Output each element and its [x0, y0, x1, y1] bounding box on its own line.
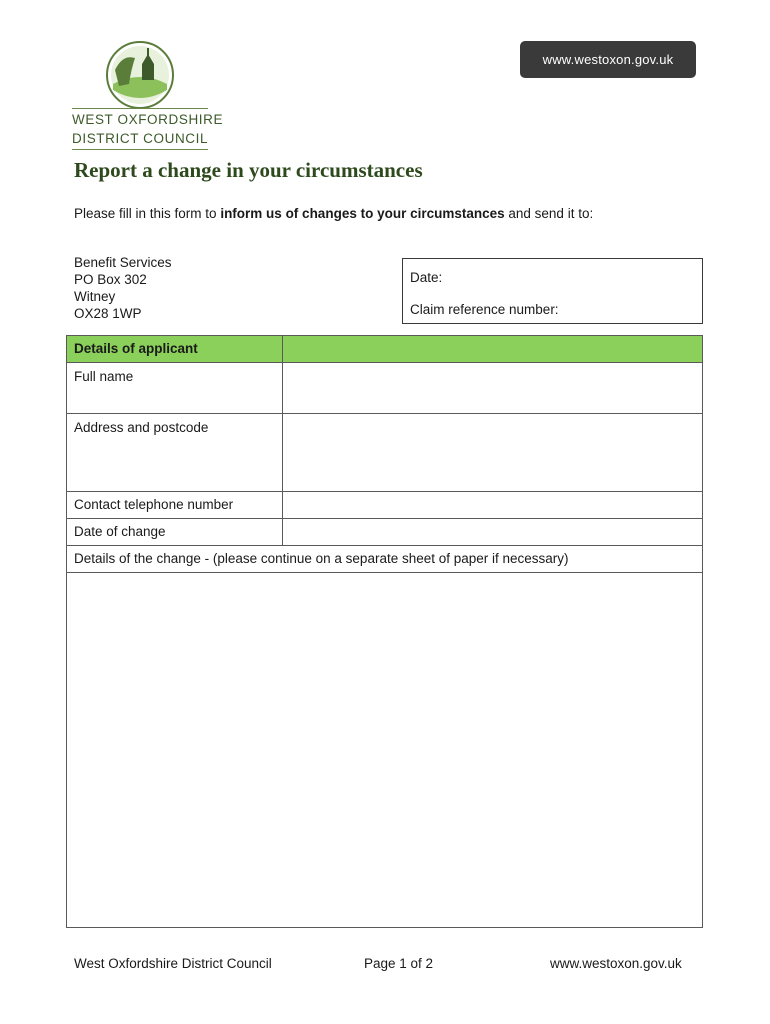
telephone-label: Contact telephone number: [67, 492, 283, 519]
office-use-box: [402, 258, 703, 324]
date-of-change-label: Date of change: [67, 519, 283, 546]
page-title: Report a change in your circumstances: [74, 158, 423, 182]
details-of-change-field[interactable]: [67, 573, 703, 928]
logo-text-line2: DISTRICT COUNCIL: [72, 131, 209, 146]
table-row: [67, 414, 703, 492]
intro-before: Please fill in this form to: [74, 206, 221, 221]
applicant-details-table: [66, 335, 703, 928]
footer-website[interactable]: www.westoxon.gov.uk: [550, 956, 682, 971]
intro-after: and send it to:: [504, 206, 594, 221]
logo-text-line1: WEST OXFORDSHIRE: [72, 112, 224, 127]
postal-address: [74, 254, 172, 322]
table-row: [67, 546, 703, 573]
full-name-label: Full name: [67, 363, 283, 414]
section-header: Details of applicant: [67, 336, 283, 363]
address-line: PO Box 302: [74, 272, 147, 287]
table-row: [67, 492, 703, 519]
address-line: Benefit Services: [74, 255, 172, 270]
address-line: OX28 1WP: [74, 306, 142, 321]
intro-text: [74, 206, 593, 221]
website-url-badge[interactable]: www.westoxon.gov.uk: [520, 41, 696, 78]
address-postcode-label: Address and postcode: [67, 414, 283, 492]
footer-council-name: West Oxfordshire District Council: [74, 956, 272, 971]
table-header-row: [67, 336, 703, 363]
table-row: [67, 519, 703, 546]
date-label: Date:: [410, 270, 443, 285]
section-header-blank: [283, 336, 703, 363]
address-postcode-field[interactable]: [283, 414, 703, 492]
address-line: Witney: [74, 289, 116, 304]
claim-reference-label: Claim reference number:: [410, 302, 559, 317]
council-emblem-icon: [105, 40, 175, 110]
table-row: [67, 363, 703, 414]
table-row: [67, 573, 703, 928]
details-of-change-label: Details of the change - (please continue on a separate sheet of paper if necessary): [67, 546, 703, 573]
full-name-field[interactable]: [283, 363, 703, 414]
council-logo: [72, 40, 224, 152]
date-of-change-field[interactable]: [283, 519, 703, 546]
footer-page-number: Page 1 of 2: [364, 956, 434, 971]
telephone-field[interactable]: [283, 492, 703, 519]
intro-bold: inform us of changes to your circumstances: [220, 206, 505, 221]
